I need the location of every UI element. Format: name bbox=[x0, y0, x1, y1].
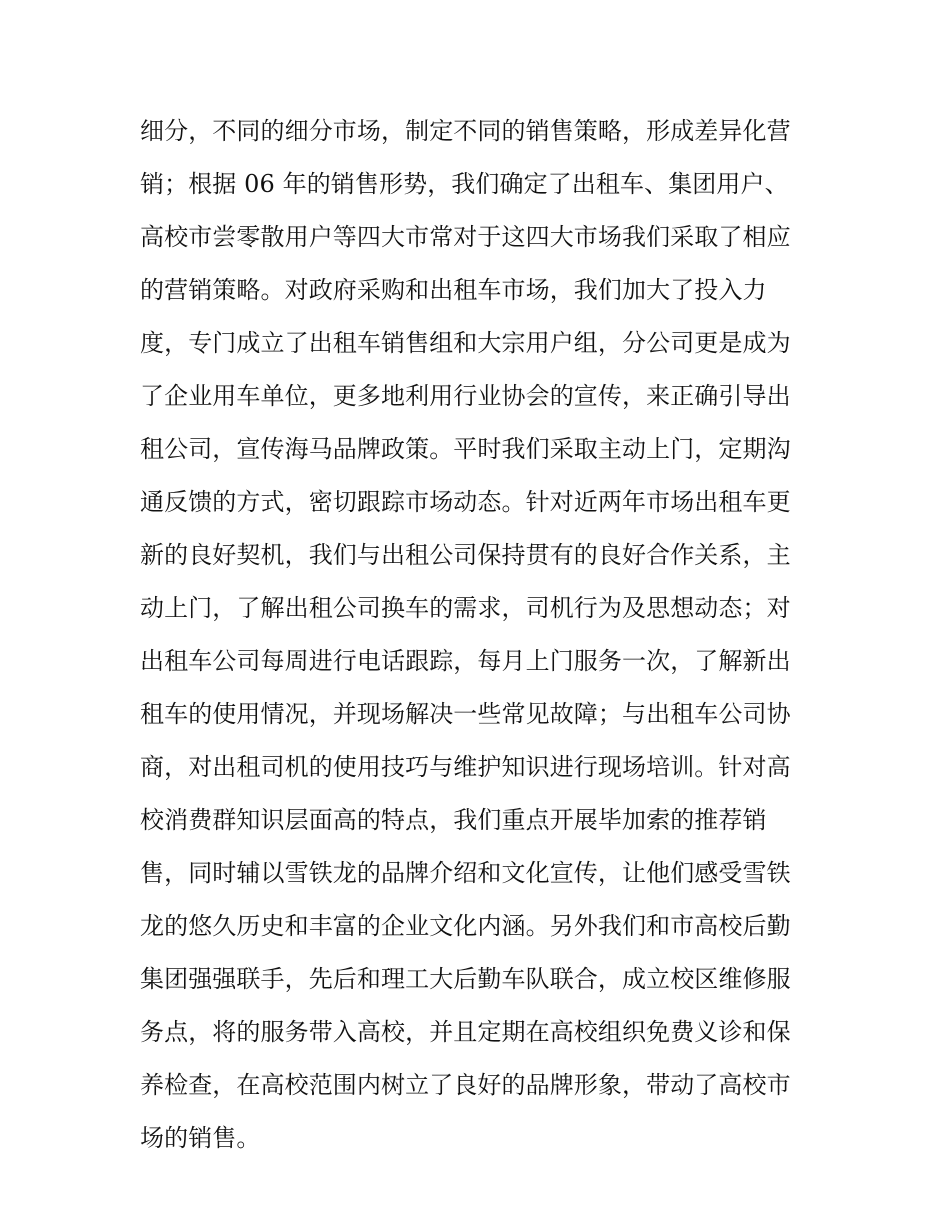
text-line: 动上门，了解出租公司换车的需求，司机行为及思想动态；对 bbox=[140, 594, 791, 622]
text-line: 租车的使用情况，并现场解决一些常见故障；与出租车公司协 bbox=[140, 700, 791, 728]
text-line: 集团强强联手，先后和理工大后勤车队联合，成立校区维修服 bbox=[140, 965, 791, 993]
text-line: 出租车公司每周进行电话跟踪，每月上门服务一次，了解新出 bbox=[140, 647, 791, 675]
text-line: 细分，不同的细分市场，制定不同的销售策略，形成差异化营 bbox=[140, 117, 791, 145]
text-line: 龙的悠久历史和丰富的企业文化内涵。另外我们和市高校后勤 bbox=[140, 912, 791, 940]
text-line: 通反馈的方式，密切跟踪市场动态。针对近两年市场出租车更 bbox=[140, 488, 791, 516]
text-line: 新的良好契机，我们与出租公司保持贯有的良好合作关系，主 bbox=[140, 541, 791, 569]
text-line: 场的销售。 bbox=[140, 1124, 261, 1152]
body-paragraph bbox=[140, 108, 820, 1168]
text-line: 了企业用车单位，更多地利用行业协会的宣传，来正确引导出 bbox=[140, 382, 791, 410]
text-line: 的营销策略。对政府采购和出租车市场，我们加大了投入力 bbox=[140, 276, 767, 304]
text-line: 销；根据 06 年的销售形势，我们确定了出租车、集团用户、 bbox=[140, 170, 789, 198]
text-line: 高校市尝零散用户等四大市常对于这四大市场我们采取了相应 bbox=[140, 223, 791, 251]
text-line: 租公司，宣传海马品牌政策。平时我们采取主动上门，定期沟 bbox=[140, 435, 791, 463]
text-line: 校消费群知识层面高的特点，我们重点开展毕加索的推荐销 bbox=[140, 806, 767, 834]
text-line: 商，对出租司机的使用技巧与维护知识进行现场培训。针对高 bbox=[140, 753, 791, 781]
text-line: 度，专门成立了出租车销售组和大宗用户组，分公司更是成为 bbox=[140, 329, 791, 357]
text-line: 养检查，在高校范围内树立了良好的品牌形象，带动了高校市 bbox=[140, 1071, 791, 1099]
text-line: 售，同时辅以雪铁龙的品牌介绍和文化宣传，让他们感受雪铁 bbox=[140, 859, 791, 887]
text-line: 务点，将的服务带入高校，并且定期在高校组织免费义诊和保 bbox=[140, 1018, 791, 1046]
